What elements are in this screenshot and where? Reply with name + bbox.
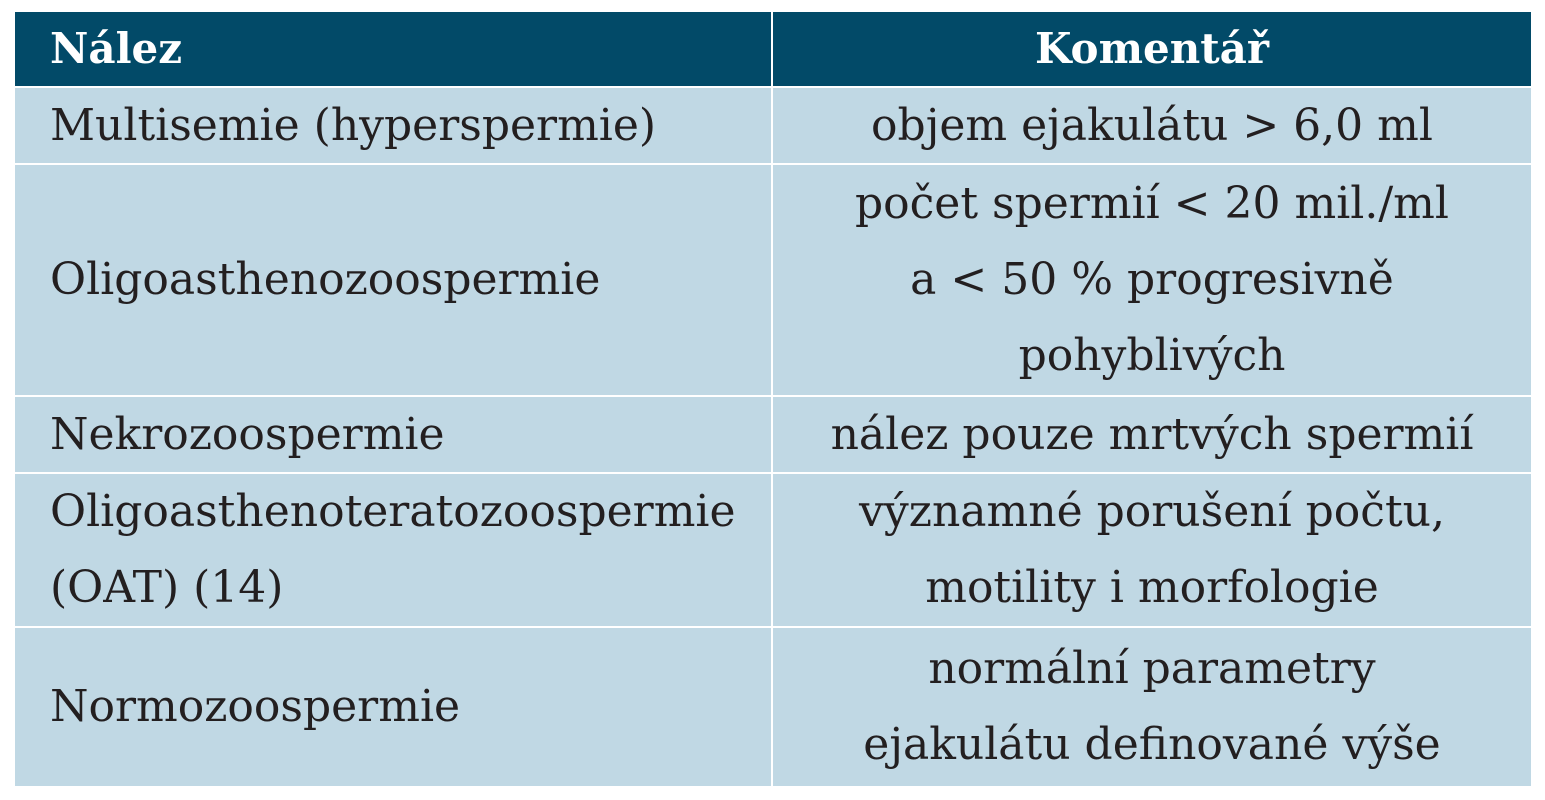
header-finding bbox=[15, 12, 771, 86]
comment-text: motility i morfologie bbox=[925, 562, 1379, 613]
comment-text: významné porušení počtu, bbox=[859, 486, 1445, 537]
comment-text: objem ejakulátu > 6,0 ml bbox=[871, 99, 1433, 151]
comment-text: počet spermií < 20 mil./ml bbox=[855, 178, 1449, 229]
finding-text: Nekrozoospermie bbox=[50, 408, 445, 460]
row-2-comment bbox=[773, 165, 1531, 395]
header-finding-label: Nález bbox=[50, 24, 183, 73]
header-comment bbox=[773, 12, 1531, 86]
row-2-finding bbox=[15, 165, 771, 395]
row-1-finding bbox=[15, 88, 771, 163]
row-1-comment bbox=[773, 88, 1531, 163]
header-comment-label: Komentář bbox=[1034, 24, 1270, 73]
comment-text: pohyblivých bbox=[1018, 330, 1286, 381]
row-3-finding bbox=[15, 397, 771, 472]
row-3-comment bbox=[773, 397, 1531, 472]
finding-text: Oligoasthenozoospermie bbox=[50, 254, 601, 305]
comment-text: nález pouze mrtvých spermií bbox=[830, 408, 1474, 460]
row-5-finding bbox=[15, 628, 771, 786]
finding-text: (OAT) (14) bbox=[50, 562, 284, 613]
finding-text: Multisemie (hyperspermie) bbox=[50, 99, 657, 151]
comment-text: ejakulátu definované výše bbox=[863, 719, 1441, 770]
finding-text: Oligoasthenoteratozoospermie bbox=[50, 486, 736, 537]
findings-table bbox=[15, 12, 1531, 788]
comment-text: normální parametry bbox=[928, 643, 1376, 694]
comment-text: a < 50 % progresivně bbox=[910, 254, 1394, 305]
finding-text: Normozoospermie bbox=[50, 681, 461, 732]
row-4-comment bbox=[773, 474, 1531, 626]
row-5-comment bbox=[773, 628, 1531, 786]
row-4-finding bbox=[15, 474, 771, 626]
